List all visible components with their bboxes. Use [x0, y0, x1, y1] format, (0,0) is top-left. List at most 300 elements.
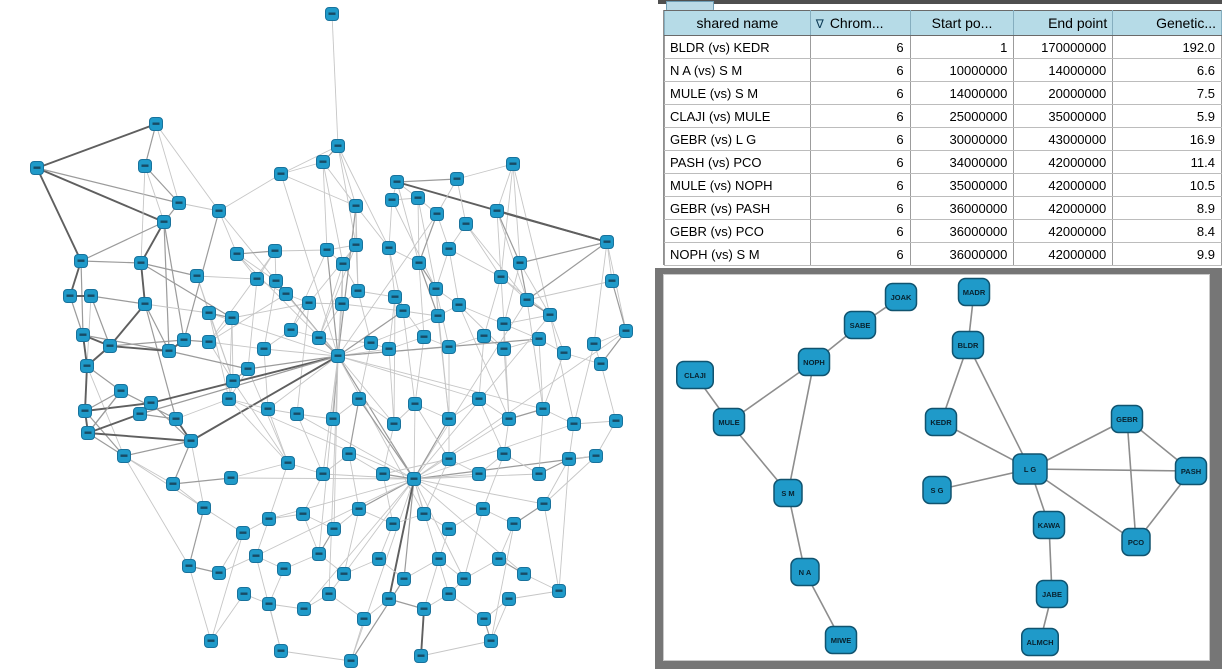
graph-edge [37, 124, 156, 168]
graph-node[interactable] [677, 362, 714, 389]
graph-edge [383, 474, 393, 524]
graph-edge [332, 14, 338, 146]
graph-node[interactable] [158, 216, 171, 229]
table-cell[interactable]: 36000000 [910, 243, 1014, 266]
table-cell[interactable]: MULE (vs) S M [665, 82, 811, 105]
graph-edge [509, 591, 559, 599]
graph-node[interactable] [477, 503, 490, 516]
graph-node[interactable] [167, 478, 180, 491]
graph-node[interactable] [343, 448, 356, 461]
graph-node[interactable] [553, 585, 566, 598]
graph-node[interactable] [150, 118, 163, 131]
graph-node[interactable] [313, 548, 326, 561]
graph-node[interactable] [590, 450, 603, 463]
graph-node[interactable] [345, 655, 358, 668]
table-row[interactable] [665, 151, 1222, 174]
graph-node[interactable] [521, 294, 534, 307]
graph-node[interactable] [518, 568, 531, 581]
graph-node[interactable] [507, 158, 520, 171]
graph-node[interactable] [498, 343, 511, 356]
graph-edge [414, 479, 544, 504]
graph-edge [124, 456, 173, 484]
graph-node[interactable] [134, 408, 147, 421]
graph-node[interactable] [297, 508, 310, 521]
graph-node[interactable] [79, 405, 92, 418]
table-cell[interactable]: 6 [810, 151, 910, 174]
graph-node[interactable] [326, 8, 339, 21]
table-cell[interactable]: 8.4 [1113, 220, 1222, 243]
graph-edge [338, 356, 543, 409]
table-cell[interactable]: 42000000 [1014, 174, 1113, 197]
graph-node[interactable] [791, 559, 819, 586]
graph-node[interactable] [533, 333, 546, 346]
table-cell[interactable]: 6 [810, 220, 910, 243]
graph-edge [389, 200, 392, 248]
graph-edge [543, 353, 564, 409]
graph-edge [497, 211, 607, 242]
graph-node[interactable] [178, 334, 191, 347]
table-row[interactable] [665, 82, 1222, 105]
graph-node[interactable] [350, 239, 363, 252]
graph-node[interactable] [386, 194, 399, 207]
graph-node[interactable] [163, 345, 176, 358]
graph-node[interactable] [303, 297, 316, 310]
graph-edge [233, 381, 288, 463]
graph-node[interactable] [563, 453, 576, 466]
filter-icon[interactable]: ∇ [815, 17, 824, 31]
graph-edge [156, 124, 219, 211]
graph-node[interactable] [388, 418, 401, 431]
graph-node[interactable] [544, 309, 557, 322]
node-label: S G [930, 485, 944, 495]
graph-node[interactable] [64, 290, 77, 303]
graph-node[interactable] [953, 332, 984, 359]
table-row[interactable] [665, 197, 1222, 220]
graph-node[interactable] [398, 573, 411, 586]
graph-node[interactable] [383, 242, 396, 255]
graph-edge [268, 409, 288, 463]
graph-node[interactable] [81, 360, 94, 373]
table-cell[interactable]: 5.9 [1113, 105, 1222, 128]
graph-node[interactable] [173, 197, 186, 210]
graph-node[interactable] [460, 218, 473, 231]
graph-node[interactable] [170, 413, 183, 426]
graph-node[interactable] [473, 393, 486, 406]
graph-edge [389, 349, 394, 424]
graph-node[interactable] [1112, 406, 1143, 433]
graph-node[interactable] [377, 468, 390, 481]
graph-node[interactable] [443, 588, 456, 601]
graph-node[interactable] [443, 453, 456, 466]
graph-node[interactable] [352, 285, 365, 298]
node-label: N A [798, 567, 812, 577]
graph-node[interactable] [350, 200, 363, 213]
table-cell[interactable]: GEBR (vs) L G [665, 128, 811, 151]
graph-edge [612, 281, 626, 331]
graph-node[interactable] [606, 275, 619, 288]
graph-node[interactable] [77, 329, 90, 342]
graph-node[interactable] [203, 336, 216, 349]
graph-node[interactable] [321, 244, 334, 257]
graph-node[interactable] [537, 403, 550, 416]
graph-node[interactable] [270, 275, 283, 288]
graph-node[interactable] [373, 553, 386, 566]
graph-edge [269, 463, 288, 519]
graph-node[interactable] [620, 325, 633, 338]
graph-node[interactable] [799, 349, 830, 376]
graph-node[interactable] [1034, 512, 1065, 539]
graph-node[interactable] [145, 397, 158, 410]
graph-edge [594, 242, 607, 344]
graph-node[interactable] [418, 331, 431, 344]
table-cell[interactable]: GEBR (vs) PCO [665, 220, 811, 243]
column-header-shared-name[interactable]: shared name [665, 11, 811, 36]
node-label: KAWA [1037, 520, 1061, 530]
detail-network-canvas[interactable] [663, 274, 1210, 661]
results-table-body [665, 36, 1222, 266]
table-cell[interactable]: 42000000 [1014, 220, 1113, 243]
graph-node[interactable] [323, 588, 336, 601]
graph-node[interactable] [1022, 629, 1059, 656]
table-cell[interactable]: 1 [910, 36, 1014, 59]
graph-node[interactable] [104, 340, 117, 353]
graph-node[interactable] [478, 330, 491, 343]
graph-node[interactable] [185, 435, 198, 448]
graph-node[interactable] [82, 427, 95, 440]
graph-edge [383, 459, 449, 474]
table-cell[interactable]: 6 [810, 174, 910, 197]
table-cell[interactable]: 20000000 [1014, 82, 1113, 105]
graph-node[interactable] [115, 385, 128, 398]
graph-node[interactable] [278, 563, 291, 576]
graph-node[interactable] [213, 567, 226, 580]
graph-edge [414, 404, 415, 479]
table-cell[interactable]: 6.6 [1113, 59, 1222, 82]
graph-node[interactable] [75, 255, 88, 268]
graph-node[interactable] [533, 468, 546, 481]
graph-node[interactable] [443, 523, 456, 536]
graph-node[interactable] [391, 176, 404, 189]
graph-node[interactable] [413, 257, 426, 270]
graph-node[interactable] [558, 347, 571, 360]
graph-edge[interactable] [968, 345, 1030, 469]
graph-edge [414, 419, 509, 479]
node-label: CLAJI [684, 370, 706, 380]
table-cell[interactable]: 42000000 [1014, 151, 1113, 174]
graph-node[interactable] [213, 205, 226, 218]
table-cell[interactable]: 6 [810, 36, 910, 59]
graph-node[interactable] [498, 318, 511, 331]
graph-edge [145, 304, 169, 351]
graph-node[interactable] [353, 393, 366, 406]
graph-node[interactable] [139, 298, 152, 311]
graph-node[interactable] [332, 350, 345, 363]
graph-node[interactable] [198, 502, 211, 515]
graph-node[interactable] [431, 208, 444, 221]
graph-node[interactable] [31, 162, 44, 175]
graph-edge [124, 441, 191, 456]
graph-node[interactable] [538, 498, 551, 511]
graph-edge [438, 316, 449, 419]
graph-node[interactable] [409, 398, 422, 411]
table-cell[interactable]: PASH (vs) PCO [665, 151, 811, 174]
table-cell[interactable]: 42000000 [1014, 243, 1113, 266]
graph-node[interactable] [365, 337, 378, 350]
graph-node[interactable] [250, 550, 263, 563]
graph-node[interactable] [383, 343, 396, 356]
column-header-end-point[interactable]: End point [1014, 11, 1113, 36]
table-cell[interactable]: 34000000 [910, 151, 1014, 174]
graph-node[interactable] [258, 343, 271, 356]
graph-node[interactable] [453, 299, 466, 312]
graph-edge [421, 609, 424, 656]
graph-edge [323, 162, 327, 250]
graph-node[interactable] [514, 257, 527, 270]
graph-node[interactable] [418, 508, 431, 521]
graph-node[interactable] [275, 168, 288, 181]
graph-node[interactable] [443, 243, 456, 256]
column-header-genetic-[interactable]: Genetic... [1113, 11, 1222, 36]
graph-node[interactable] [118, 450, 131, 463]
graph-node[interactable] [923, 477, 951, 504]
graph-node[interactable] [498, 448, 511, 461]
table-cell[interactable]: 14000000 [910, 82, 1014, 105]
table-cell[interactable]: 6 [810, 105, 910, 128]
graph-node[interactable] [353, 503, 366, 516]
table-row[interactable] [665, 243, 1222, 266]
table-cell[interactable]: 6 [810, 197, 910, 220]
graph-node[interactable] [588, 338, 601, 351]
table-cell[interactable]: 35000000 [910, 174, 1014, 197]
graph-node[interactable] [328, 523, 341, 536]
graph-node[interactable] [387, 518, 400, 531]
table-row[interactable] [665, 36, 1222, 59]
table-header-row [665, 11, 1222, 36]
table-row[interactable] [665, 128, 1222, 151]
graph-node[interactable] [601, 236, 614, 249]
node-label: L G [1023, 464, 1037, 474]
graph-node[interactable] [263, 513, 276, 526]
graph-node[interactable] [338, 568, 351, 581]
column-header-start-po-[interactable]: Start po... [910, 11, 1014, 36]
graph-node[interactable] [203, 307, 216, 320]
graph-edge [141, 263, 197, 276]
graph-node[interactable] [415, 650, 428, 663]
table-row[interactable] [665, 105, 1222, 128]
node-label: MIWE [830, 635, 852, 645]
graph-node[interactable] [225, 472, 238, 485]
graph-edge[interactable] [1127, 419, 1136, 542]
graph-node[interactable] [418, 603, 431, 616]
graph-edge[interactable] [1030, 469, 1191, 471]
table-cell[interactable]: 25000000 [910, 105, 1014, 128]
graph-node[interactable] [231, 248, 244, 261]
graph-node[interactable] [317, 156, 330, 169]
graph-edge [164, 222, 169, 351]
table-cell[interactable]: 14000000 [1014, 59, 1113, 82]
graph-node[interactable] [275, 645, 288, 658]
panel-top-strip [658, 0, 1222, 4]
graph-node[interactable] [503, 413, 516, 426]
graph-node[interactable] [135, 257, 148, 270]
graph-node[interactable] [139, 160, 152, 173]
table-cell[interactable]: 30000000 [910, 128, 1014, 151]
table-row[interactable] [665, 174, 1222, 197]
graph-node[interactable] [332, 140, 345, 153]
graph-edge [219, 174, 281, 211]
graph-edge [211, 533, 243, 641]
graph-node[interactable] [478, 613, 491, 626]
table-cell[interactable]: 8.9 [1113, 197, 1222, 220]
graph-node[interactable] [285, 324, 298, 337]
graph-edge [457, 164, 513, 179]
graph-node[interactable] [389, 291, 402, 304]
table-cell[interactable]: GEBR (vs) PASH [665, 197, 811, 220]
graph-edge [197, 276, 257, 279]
table-cell[interactable]: 16.9 [1113, 128, 1222, 151]
node-label: S M [781, 488, 795, 498]
node-label: KEDR [930, 417, 952, 427]
table-row[interactable] [665, 59, 1222, 82]
graph-edge [389, 297, 395, 349]
table-row[interactable] [665, 220, 1222, 243]
node-label: BLDR [957, 340, 979, 350]
graph-edge [91, 296, 145, 304]
table-cell[interactable]: 43000000 [1014, 128, 1113, 151]
graph-edge [231, 463, 288, 478]
graph-node[interactable] [493, 553, 506, 566]
graph-node[interactable] [383, 593, 396, 606]
graph-node[interactable] [408, 473, 421, 486]
table-cell[interactable]: CLAJI (vs) MULE [665, 105, 811, 128]
graph-edge [209, 251, 275, 342]
graph-node[interactable] [473, 468, 486, 481]
graph-node[interactable] [183, 560, 196, 573]
graph-node[interactable] [242, 363, 255, 376]
graph-edge[interactable] [788, 362, 814, 493]
graph-node[interactable] [358, 613, 371, 626]
graph-node[interactable] [886, 284, 917, 311]
graph-node[interactable] [451, 173, 464, 186]
graph-node[interactable] [826, 627, 857, 654]
table-cell[interactable]: 35000000 [1014, 105, 1113, 128]
table-cell[interactable]: 9.9 [1113, 243, 1222, 266]
graph-node[interactable] [280, 288, 293, 301]
graph-node[interactable] [291, 408, 304, 421]
table-cell[interactable]: 42000000 [1014, 197, 1113, 220]
graph-node[interactable] [282, 457, 295, 470]
graph-node[interactable] [495, 271, 508, 284]
table-cell[interactable]: 10.5 [1113, 174, 1222, 197]
graph-node[interactable] [226, 312, 239, 325]
graph-node[interactable] [205, 635, 218, 648]
graph-node[interactable] [223, 393, 236, 406]
graph-node[interactable] [269, 245, 282, 258]
graph-edge [415, 337, 424, 404]
graph-node[interactable] [397, 305, 410, 318]
graph-edge [414, 479, 449, 594]
graph-node[interactable] [433, 553, 446, 566]
graph-node[interactable] [337, 258, 350, 271]
network-view-detail [655, 268, 1222, 669]
graph-node[interactable] [1013, 454, 1047, 484]
table-cell[interactable]: N A (vs) S M [665, 59, 811, 82]
graph-node[interactable] [1037, 581, 1068, 608]
graph-node[interactable] [263, 598, 276, 611]
table-cell[interactable]: 7.5 [1113, 82, 1222, 105]
table-cell[interactable]: 192.0 [1113, 36, 1222, 59]
graph-node[interactable] [443, 341, 456, 354]
graph-edge [338, 146, 389, 248]
table-cell[interactable]: 6 [810, 59, 910, 82]
graph-node[interactable] [336, 298, 349, 311]
graph-node[interactable] [262, 403, 275, 416]
graph-node[interactable] [595, 358, 608, 371]
graph-node[interactable] [251, 273, 264, 286]
graph-node[interactable] [458, 573, 471, 586]
graph-node[interactable] [412, 192, 425, 205]
graph-node[interactable] [327, 413, 340, 426]
table-cell[interactable]: 11.4 [1113, 151, 1222, 174]
graph-node[interactable] [714, 409, 745, 436]
graph-edge [248, 279, 257, 369]
graph-node[interactable] [508, 518, 521, 531]
graph-node[interactable] [227, 375, 240, 388]
graph-node[interactable] [503, 593, 516, 606]
graph-node[interactable] [191, 270, 204, 283]
graph-edge [414, 479, 483, 509]
graph-node[interactable] [845, 312, 876, 339]
table-cell[interactable]: NOPH (vs) S M [665, 243, 811, 266]
table-cell[interactable]: 36000000 [910, 220, 1014, 243]
graph-node[interactable] [443, 413, 456, 426]
graph-node[interactable] [1122, 529, 1150, 556]
table-cell[interactable]: 10000000 [910, 59, 1014, 82]
table-cell[interactable]: 6 [810, 128, 910, 151]
graph-edge [539, 409, 543, 474]
graph-edge [559, 459, 569, 591]
graph-node[interactable] [85, 290, 98, 303]
graph-node[interactable] [1176, 458, 1207, 485]
graph-node[interactable] [774, 480, 802, 507]
graph-edge [145, 166, 164, 222]
graph-node[interactable] [313, 332, 326, 345]
graph-edge [81, 261, 83, 335]
table-cell[interactable]: MULE (vs) NOPH [665, 174, 811, 197]
graph-node[interactable] [485, 635, 498, 648]
graph-node[interactable] [959, 279, 990, 306]
graph-node[interactable] [237, 527, 250, 540]
edge-attribute-table[interactable] [664, 10, 1222, 266]
table-cell[interactable]: BLDR (vs) KEDR [665, 36, 811, 59]
detail-network-svg[interactable] [664, 275, 1209, 660]
graph-node[interactable] [430, 283, 443, 296]
graph-node[interactable] [926, 409, 957, 436]
graph-node[interactable] [568, 418, 581, 431]
graph-node[interactable] [317, 468, 330, 481]
graph-node[interactable] [298, 603, 311, 616]
column-header-chrom-[interactable]: ∇ Chrom... [810, 11, 910, 36]
table-cell[interactable]: 6 [810, 82, 910, 105]
graph-node[interactable] [432, 310, 445, 323]
graph-node[interactable] [610, 415, 623, 428]
node-label: JOAK [890, 292, 912, 302]
graph-node[interactable] [238, 588, 251, 601]
graph-node[interactable] [491, 205, 504, 218]
table-cell[interactable]: 6 [810, 243, 910, 266]
table-cell[interactable]: 36000000 [910, 197, 1014, 220]
table-cell[interactable]: 170000000 [1014, 36, 1113, 59]
